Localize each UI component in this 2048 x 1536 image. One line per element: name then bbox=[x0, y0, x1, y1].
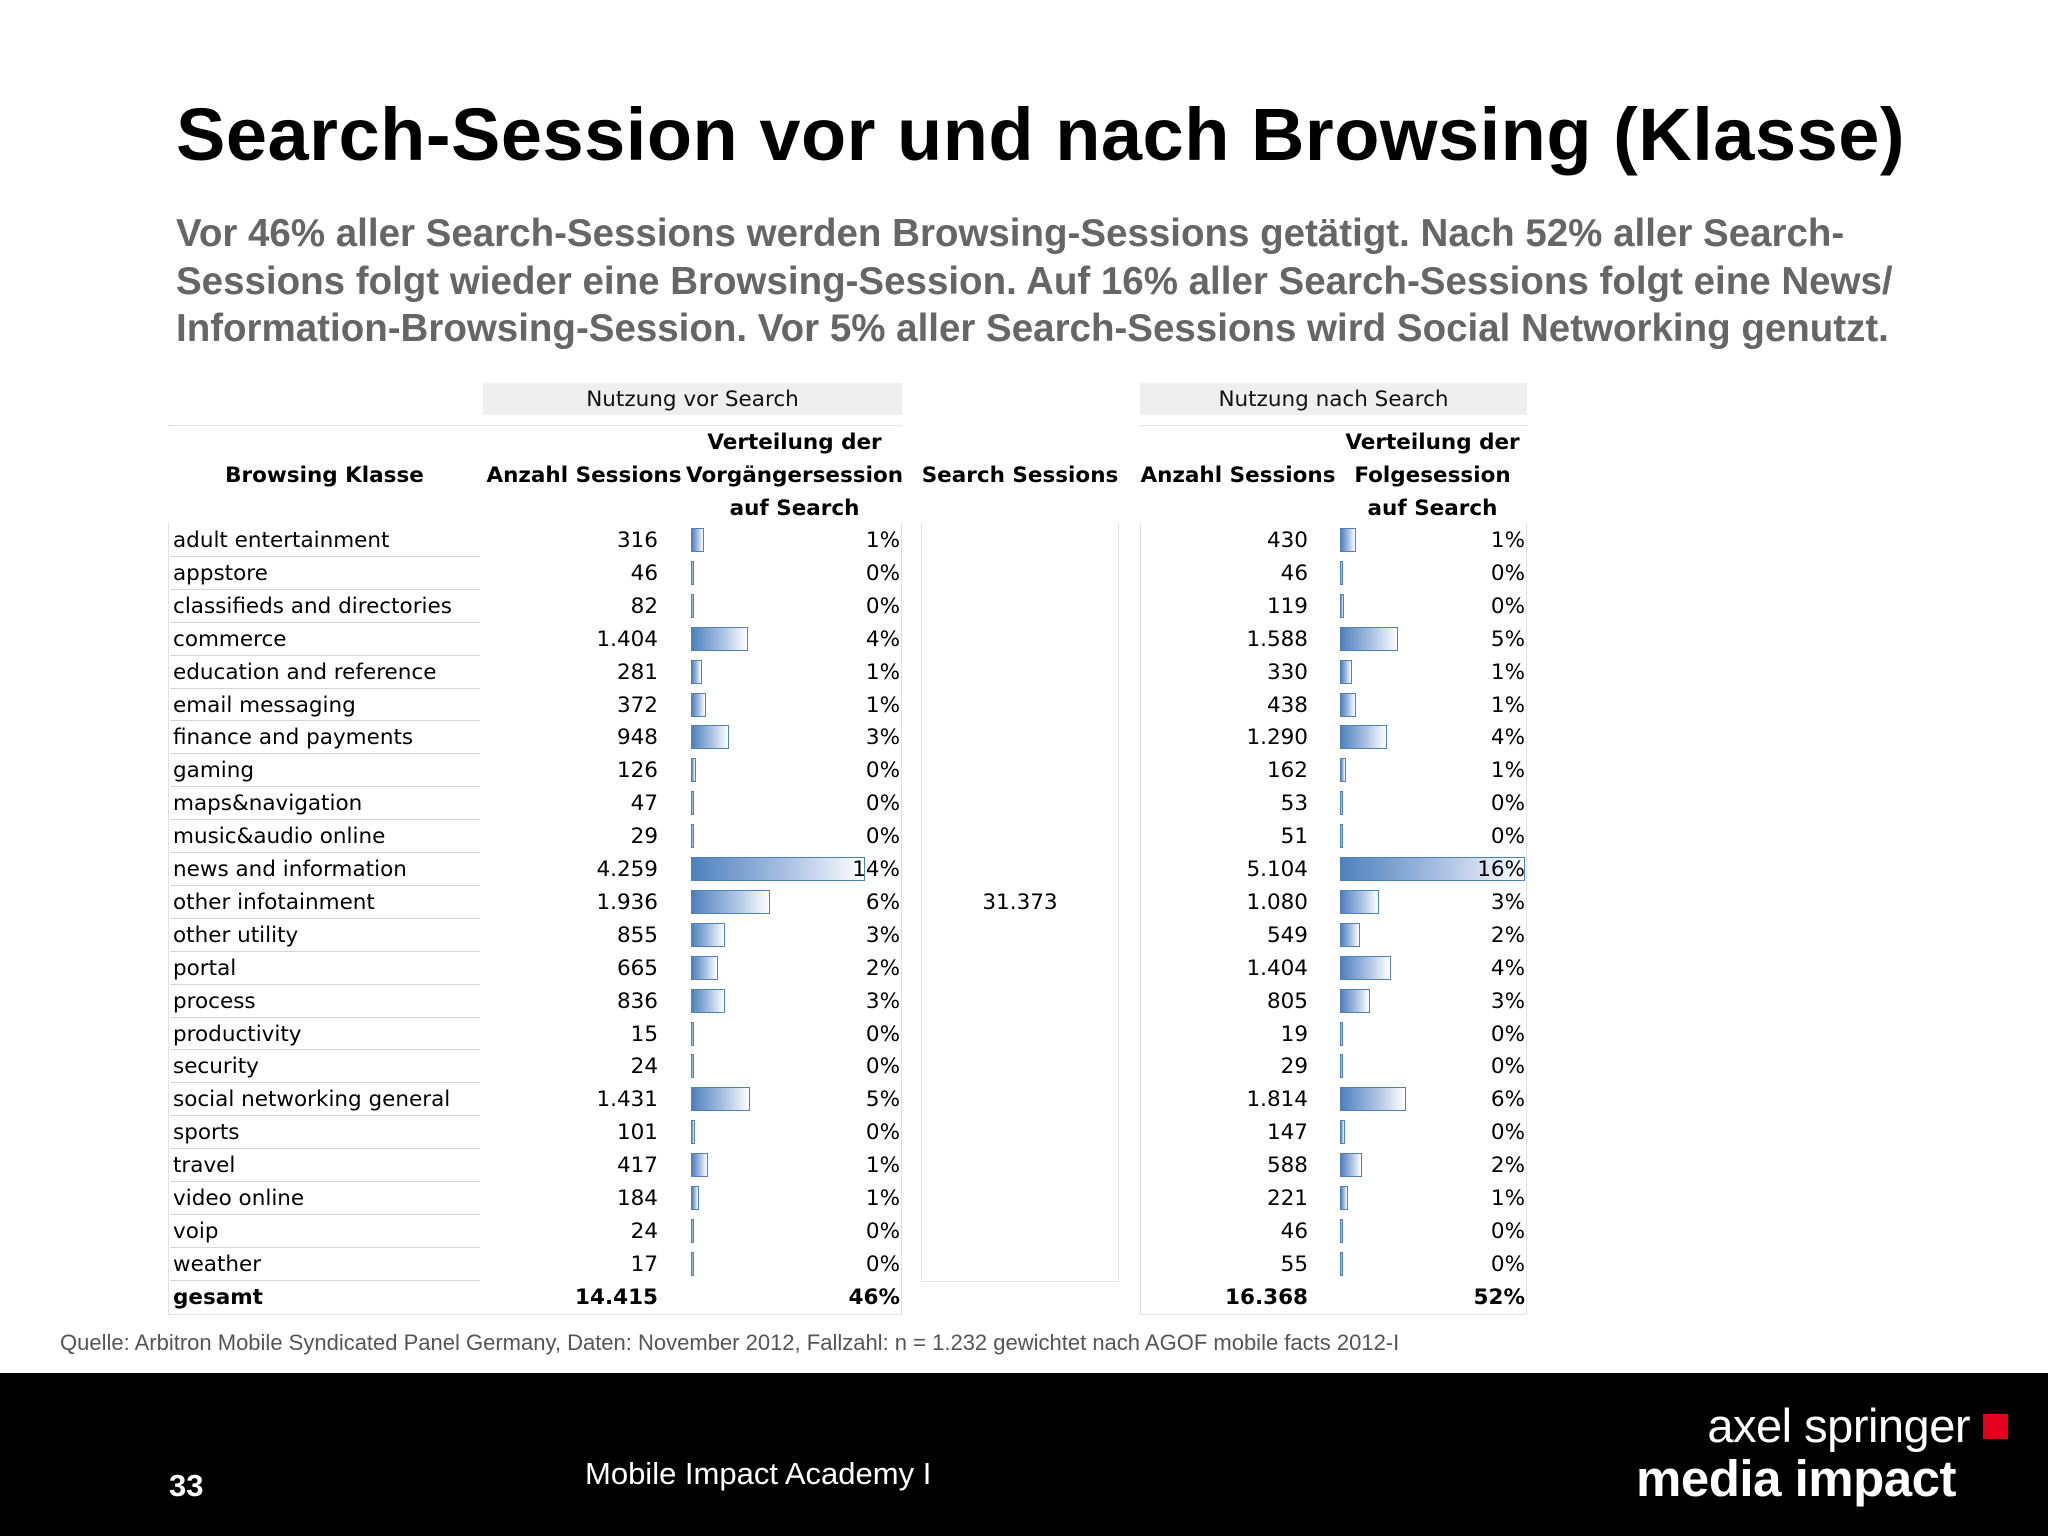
row-before-pct: 0% bbox=[865, 1120, 900, 1146]
row-after-count: 221 bbox=[1266, 1186, 1308, 1211]
row-name: news and information bbox=[173, 857, 407, 882]
row-name: finance and payments bbox=[173, 725, 414, 751]
row-after-count: 51 bbox=[1280, 824, 1308, 850]
row-after-pct: 1% bbox=[1490, 692, 1525, 718]
row-after-bar bbox=[1340, 693, 1356, 717]
row-before-count: 316 bbox=[616, 528, 658, 553]
row-name: travel bbox=[173, 1153, 236, 1179]
row-after-pct: 6% bbox=[1490, 1087, 1525, 1113]
header-browsing-klasse: Browsing Klasse bbox=[168, 427, 481, 523]
row-after-pct: 0% bbox=[1490, 560, 1525, 586]
row-after-bar bbox=[1340, 1153, 1362, 1177]
row-before-pct: 0% bbox=[865, 1251, 900, 1277]
row-after-pct: 0% bbox=[1490, 1251, 1525, 1277]
row-before-pct: 0% bbox=[865, 791, 900, 817]
row-before-count: 1.431 bbox=[596, 1087, 658, 1113]
row-before-bar bbox=[691, 693, 706, 717]
row-before-count: 184 bbox=[616, 1186, 658, 1211]
brand-line2: media impact bbox=[1636, 1450, 1956, 1507]
source-note: Quelle: Arbitron Mobile Syndicated Panel Germany, Daten: November 2012, Fallzahl: n = 1.232 gewichtet nach AGOF mobile facts 2012-I bbox=[60, 1330, 1400, 1355]
row-name: classifieds and directories bbox=[173, 593, 452, 619]
row-after-pct: 0% bbox=[1490, 1120, 1525, 1146]
row-after-bar bbox=[1340, 594, 1344, 618]
row-before-count: 17 bbox=[630, 1251, 658, 1277]
row-name: social networking general bbox=[173, 1087, 451, 1113]
row-after-pct: 5% bbox=[1490, 626, 1525, 652]
group-header-before: Nutzung vor Search bbox=[483, 383, 902, 415]
row-before-bar bbox=[691, 758, 696, 782]
row-before-bar bbox=[691, 989, 725, 1013]
row-before-pct: 0% bbox=[865, 1021, 900, 1047]
row-before-pct: 3% bbox=[865, 988, 900, 1014]
brand-square-icon bbox=[1983, 1414, 2008, 1439]
row-after-pct: 0% bbox=[1490, 824, 1525, 850]
row-after-pct: 0% bbox=[1490, 1054, 1525, 1080]
row-before-bar bbox=[691, 660, 702, 684]
row-after-count: 55 bbox=[1280, 1251, 1308, 1277]
row-after-pct: 0% bbox=[1490, 593, 1525, 619]
row-after-count: 805 bbox=[1266, 988, 1308, 1014]
row-after-count: 1.080 bbox=[1246, 889, 1308, 915]
row-after-bar bbox=[1340, 1219, 1343, 1243]
row-before-pct: 0% bbox=[865, 1218, 900, 1244]
row-after-count: 29 bbox=[1280, 1054, 1308, 1080]
row-after-count: 588 bbox=[1266, 1153, 1308, 1179]
page-subtitle: Vor 46% aller Search-Sessions werden Browsing-Sessions getätigt. Nach 52% aller Search-Sessions folgt wieder eine Browsing-Session. Auf 16% aller Search-Sessions folgt eine News/ Information-Browsing-Session. Vor 5% aller Search-Sessions wird Social Networking genutzt. bbox=[176, 212, 1893, 350]
header-search-sessions: Search Sessions bbox=[921, 427, 1119, 523]
row-before-pct: 3% bbox=[865, 922, 900, 948]
row-name: gaming bbox=[173, 758, 255, 784]
group-header-after: Nutzung nach Search bbox=[1140, 383, 1527, 415]
row-after-count: 1.588 bbox=[1246, 626, 1308, 652]
row-before-pct: 0% bbox=[865, 593, 900, 619]
row-before-bar bbox=[691, 956, 718, 980]
total-after-pct: 52% bbox=[1473, 1284, 1525, 1310]
row-after-bar bbox=[1340, 1120, 1345, 1144]
row-after-pct: 1% bbox=[1490, 1186, 1525, 1211]
row-before-bar bbox=[691, 923, 725, 947]
row-after-bar bbox=[1340, 923, 1360, 947]
search-sessions-value: 31.373 bbox=[982, 889, 1058, 915]
row-after-pct: 0% bbox=[1490, 1218, 1525, 1244]
row-before-bar bbox=[691, 627, 748, 651]
row-after-bar bbox=[1340, 824, 1343, 848]
row-name: portal bbox=[173, 955, 237, 981]
row-before-bar bbox=[691, 528, 704, 552]
row-before-count: 29 bbox=[630, 824, 658, 850]
row-before-pct: 1% bbox=[865, 1153, 900, 1179]
row-before-count: 101 bbox=[616, 1120, 658, 1146]
row-before-bar bbox=[691, 1252, 694, 1276]
page-number: 33 bbox=[169, 1468, 204, 1503]
row-after-count: 430 bbox=[1266, 528, 1308, 553]
row-before-bar bbox=[691, 1120, 695, 1144]
row-after-pct: 1% bbox=[1490, 528, 1525, 553]
row-before-bar bbox=[691, 1087, 750, 1111]
total-before-pct: 46% bbox=[848, 1284, 900, 1310]
row-before-bar bbox=[691, 824, 694, 848]
header-anzahl-before: Anzahl Sessions bbox=[483, 427, 685, 523]
row-before-count: 1.404 bbox=[596, 626, 658, 652]
row-after-count: 147 bbox=[1266, 1120, 1308, 1146]
row-name: process bbox=[173, 988, 256, 1014]
row-after-pct: 4% bbox=[1490, 725, 1525, 751]
row-before-count: 1.936 bbox=[596, 889, 658, 915]
row-after-pct: 1% bbox=[1490, 659, 1525, 685]
row-before-bar bbox=[691, 1186, 699, 1210]
row-name: email messaging bbox=[173, 692, 356, 718]
row-before-bar bbox=[691, 561, 694, 585]
row-after-count: 19 bbox=[1280, 1021, 1308, 1047]
row-name: productivity bbox=[173, 1021, 302, 1047]
row-after-pct: 4% bbox=[1490, 955, 1525, 981]
row-name: other infotainment bbox=[173, 889, 375, 915]
row-before-count: 15 bbox=[630, 1021, 658, 1047]
row-before-pct: 3% bbox=[865, 725, 900, 751]
row-before-pct: 0% bbox=[865, 1054, 900, 1080]
row-name: weather bbox=[173, 1251, 262, 1277]
row-after-count: 549 bbox=[1266, 922, 1308, 948]
row-after-bar bbox=[1340, 791, 1343, 815]
row-before-count: 46 bbox=[630, 560, 658, 586]
row-before-bar bbox=[691, 1022, 694, 1046]
row-after-pct: 1% bbox=[1490, 758, 1525, 784]
row-before-pct: 4% bbox=[865, 626, 900, 652]
row-before-count: 372 bbox=[616, 692, 658, 718]
row-after-pct: 2% bbox=[1490, 1153, 1525, 1179]
brand-line1: axel springer bbox=[1707, 1399, 1970, 1452]
row-after-pct: 3% bbox=[1490, 988, 1525, 1014]
row-before-bar bbox=[691, 791, 694, 815]
row-after-bar bbox=[1340, 1022, 1343, 1046]
row-after-bar bbox=[1340, 758, 1346, 782]
row-before-pct: 1% bbox=[865, 528, 900, 553]
row-before-pct: 0% bbox=[865, 758, 900, 784]
row-before-count: 417 bbox=[616, 1153, 658, 1179]
row-name: voip bbox=[173, 1218, 219, 1244]
row-after-count: 1.404 bbox=[1246, 955, 1308, 981]
row-name: sports bbox=[173, 1120, 240, 1146]
row-before-pct: 14% bbox=[852, 857, 900, 882]
row-before-count: 82 bbox=[630, 593, 658, 619]
row-after-count: 438 bbox=[1266, 692, 1308, 718]
row-before-count: 24 bbox=[630, 1218, 658, 1244]
row-after-pct: 16% bbox=[1477, 857, 1525, 882]
row-name: adult entertainment bbox=[173, 528, 390, 553]
row-after-bar bbox=[1340, 1087, 1406, 1111]
row-after-pct: 3% bbox=[1490, 889, 1525, 915]
row-before-pct: 6% bbox=[865, 889, 900, 915]
row-after-bar bbox=[1340, 989, 1370, 1013]
row-before-count: 281 bbox=[616, 659, 658, 685]
row-before-count: 126 bbox=[616, 758, 658, 784]
page-title: Search-Session vor und nach Browsing (Klasse) bbox=[176, 93, 1906, 176]
row-before-count: 836 bbox=[616, 988, 658, 1014]
total-after-count: 16.368 bbox=[1225, 1284, 1308, 1310]
header-anzahl-after: Anzahl Sessions bbox=[1140, 427, 1336, 523]
row-name: education and reference bbox=[173, 659, 437, 685]
row-after-pct: 2% bbox=[1490, 922, 1525, 948]
row-after-count: 46 bbox=[1280, 1218, 1308, 1244]
row-before-count: 665 bbox=[616, 955, 658, 981]
row-after-bar bbox=[1340, 890, 1379, 914]
row-after-pct: 0% bbox=[1490, 1021, 1525, 1047]
row-before-pct: 0% bbox=[865, 824, 900, 850]
row-before-bar bbox=[691, 1153, 708, 1177]
total-name: gesamt bbox=[173, 1284, 263, 1310]
search-sessions-column bbox=[921, 427, 1119, 1282]
footer-academy: Mobile Impact Academy I bbox=[585, 1456, 932, 1491]
row-before-pct: 1% bbox=[865, 692, 900, 718]
row-before-bar bbox=[691, 594, 694, 618]
row-after-bar bbox=[1340, 660, 1352, 684]
row-after-bar bbox=[1340, 1054, 1343, 1078]
row-name: security bbox=[173, 1054, 259, 1080]
row-after-bar bbox=[1340, 561, 1343, 585]
row-after-count: 5.104 bbox=[1246, 857, 1308, 882]
row-name: appstore bbox=[173, 560, 268, 586]
row-before-pct: 1% bbox=[865, 1186, 900, 1211]
row-before-bar bbox=[691, 1054, 694, 1078]
row-after-bar bbox=[1340, 725, 1387, 749]
row-after-count: 119 bbox=[1266, 593, 1308, 619]
row-name: music&audio online bbox=[173, 824, 386, 850]
header-verteilung-before: Verteilung der Vorgängersession auf Search bbox=[687, 427, 902, 523]
row-after-bar bbox=[1340, 528, 1356, 552]
row-before-bar bbox=[691, 890, 770, 914]
row-before-count: 24 bbox=[630, 1054, 658, 1080]
row-before-pct: 0% bbox=[865, 560, 900, 586]
row-before-bar bbox=[691, 725, 729, 749]
row-before-count: 47 bbox=[630, 791, 658, 817]
row-before-count: 948 bbox=[616, 725, 658, 751]
row-after-bar bbox=[1340, 1252, 1343, 1276]
total-before-count: 14.415 bbox=[575, 1284, 658, 1310]
row-after-count: 46 bbox=[1280, 560, 1308, 586]
row-after-count: 1.290 bbox=[1246, 725, 1308, 751]
row-after-count: 1.814 bbox=[1246, 1087, 1308, 1113]
row-after-count: 330 bbox=[1266, 659, 1308, 685]
header-verteilung-after: Verteilung der Folgesession auf Search bbox=[1338, 427, 1527, 523]
row-after-pct: 0% bbox=[1490, 791, 1525, 817]
row-name: maps&navigation bbox=[173, 791, 363, 817]
row-before-bar bbox=[691, 1219, 694, 1243]
row-after-count: 53 bbox=[1280, 791, 1308, 817]
row-before-count: 855 bbox=[616, 922, 658, 948]
row-name: commerce bbox=[173, 626, 287, 652]
row-before-count: 4.259 bbox=[596, 857, 658, 882]
row-after-bar bbox=[1340, 1186, 1348, 1210]
row-before-pct: 5% bbox=[865, 1087, 900, 1113]
row-after-bar bbox=[1340, 627, 1398, 651]
row-after-count: 162 bbox=[1266, 758, 1308, 784]
row-before-pct: 2% bbox=[865, 955, 900, 981]
row-name: other utility bbox=[173, 922, 299, 948]
row-name: video online bbox=[173, 1186, 305, 1211]
row-before-pct: 1% bbox=[865, 659, 900, 685]
row-after-bar bbox=[1340, 956, 1391, 980]
